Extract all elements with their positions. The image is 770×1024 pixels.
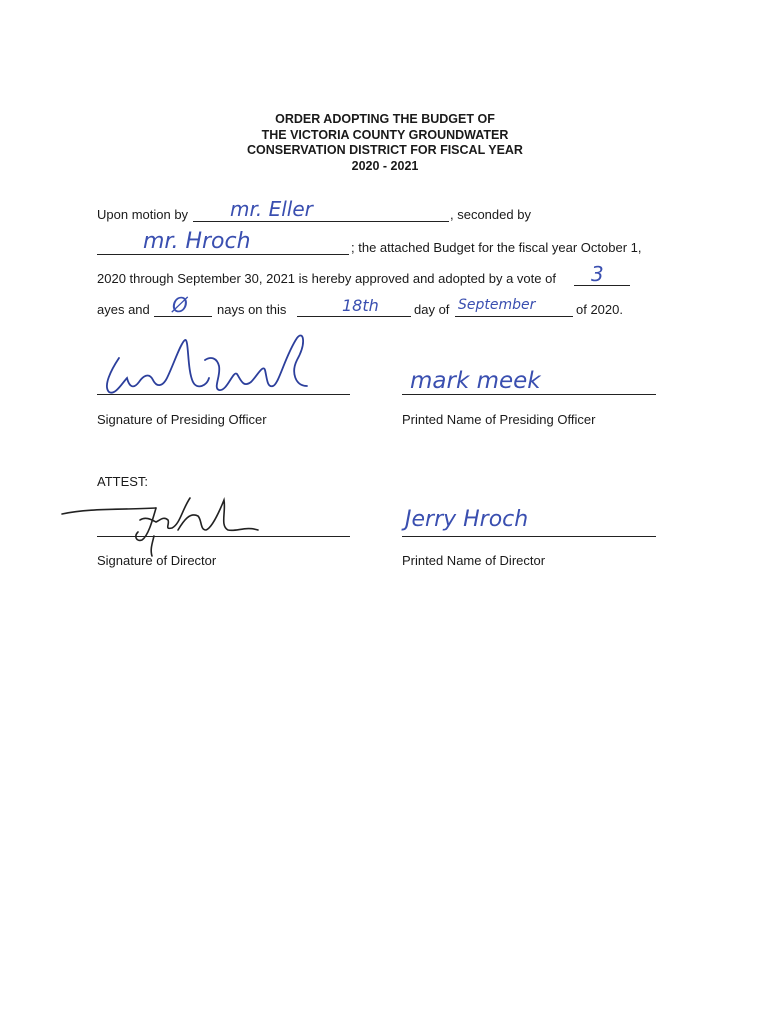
nays-on-this-label: nays on this	[217, 302, 287, 317]
of-year-label: of 2020.	[576, 302, 623, 317]
presiding-officer-printed-caption: Printed Name of Presiding Officer	[402, 412, 596, 427]
month-blank	[455, 316, 573, 317]
day-blank	[297, 316, 411, 317]
director-signature	[60, 490, 280, 560]
seconded-by-blank	[97, 254, 349, 255]
director-printed-line	[402, 536, 656, 537]
title-line-4: 2020 - 2021	[351, 158, 419, 173]
document-title	[0, 112, 770, 174]
motion-by-blank	[193, 221, 449, 222]
director-printed-caption: Printed Name of Director	[402, 553, 546, 568]
attest-label: ATTEST:	[97, 474, 149, 489]
title-line-1: ORDER ADOPTING THE BUDGET OF	[275, 112, 495, 126]
presiding-officer-signature-caption: Signature of Presiding Officer	[97, 412, 267, 427]
ayes-and-label: ayes and	[97, 302, 150, 317]
through-text: 2020 through September 30, 2021 is hereby approved and adopted by a vote of	[97, 271, 556, 286]
director-printed-name: Jerry Hroch	[405, 507, 529, 532]
nays-handwritten: Ø	[172, 293, 188, 317]
director-signature-caption: Signature of Director	[97, 553, 217, 568]
seconded-by-label: , seconded by	[450, 207, 531, 222]
attached-budget-text: ; the attached Budget for the fiscal year October 1,	[351, 240, 642, 255]
presiding-officer-signature-line	[97, 394, 350, 395]
day-of-label: day of	[414, 302, 450, 317]
presiding-officer-printed-line	[402, 394, 656, 395]
presiding-officer-signature	[97, 330, 357, 400]
day-handwritten: 18th	[342, 296, 379, 315]
motion-by-handwritten: mr. Eller	[230, 197, 313, 221]
director-signature-line	[97, 536, 350, 537]
presiding-officer-printed-name: mark meek	[410, 368, 541, 394]
month-handwritten: September	[458, 297, 536, 313]
title-line-2: THE VICTORIA COUNTY GROUNDWATER	[261, 127, 509, 142]
ayes-handwritten: 3	[591, 262, 604, 286]
title-line-3: CONSERVATION DISTRICT FOR FISCAL YEAR	[247, 143, 523, 157]
upon-motion-label: Upon motion by	[97, 207, 189, 222]
seconded-by-handwritten: mr. Hroch	[143, 229, 251, 254]
